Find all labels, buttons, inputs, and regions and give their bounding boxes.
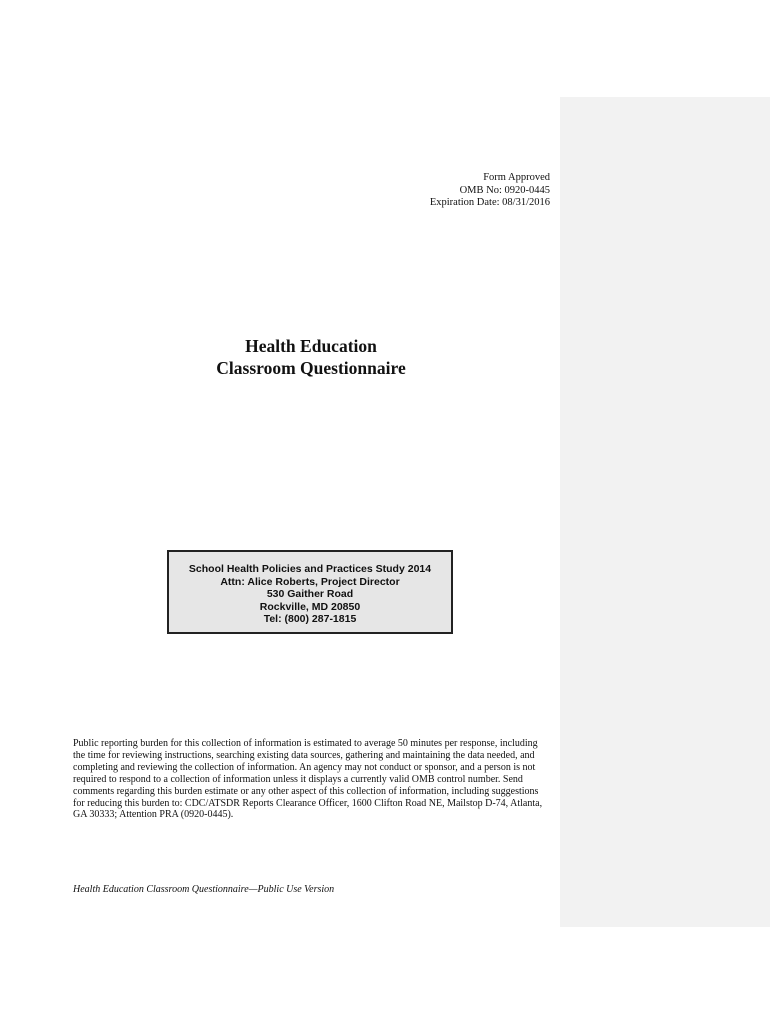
address-attention: Attn: Alice Roberts, Project Director — [220, 575, 400, 588]
document-title — [0, 335, 622, 379]
title-line-1: Health Education — [245, 336, 377, 356]
address-street: 530 Gaither Road — [266, 588, 354, 600]
comment-pane — [560, 97, 770, 927]
form-approved-text: Form Approved — [483, 172, 550, 183]
omb-approval-block — [430, 172, 550, 210]
page-footer: Health Education Classroom Questionnaire—Public Use Version — [73, 884, 335, 895]
burden-statement: Public reporting burden for this collection of information is estimated to average 50 minutes per response, including the time for reviewing instructions, searching existing data sources, gathering and maintaining the data needed, and completing and reviewing the collection of information. An agency may not conduct or sponsor, and a person is not required to respond to a collection of information unless it displays a currently valid OMB control number. Send comments regarding this burden estimate or any other aspect of this collection of information, including suggestions for reducing this burden to: CDC/ATSDR Reports Clearance Officer, 1600 Clifton Road NE, Mailstop D-74, Atlanta, GA 30333; Attention PRA (0920-0445). — [73, 738, 543, 821]
expiration-date-text: Expiration Date: 08/31/2016 — [429, 197, 550, 208]
title-line-2: Classroom Questionnaire — [216, 358, 406, 378]
omb-number-text: OMB No: 0920-0445 — [459, 184, 550, 196]
return-address-box — [167, 550, 453, 634]
address-phone: Tel: (800) 287-1815 — [263, 613, 357, 625]
address-study-name: School Health Policies and Practices Study 2014 — [188, 563, 432, 575]
address-city: Rockville, MD 20850 — [259, 600, 361, 613]
